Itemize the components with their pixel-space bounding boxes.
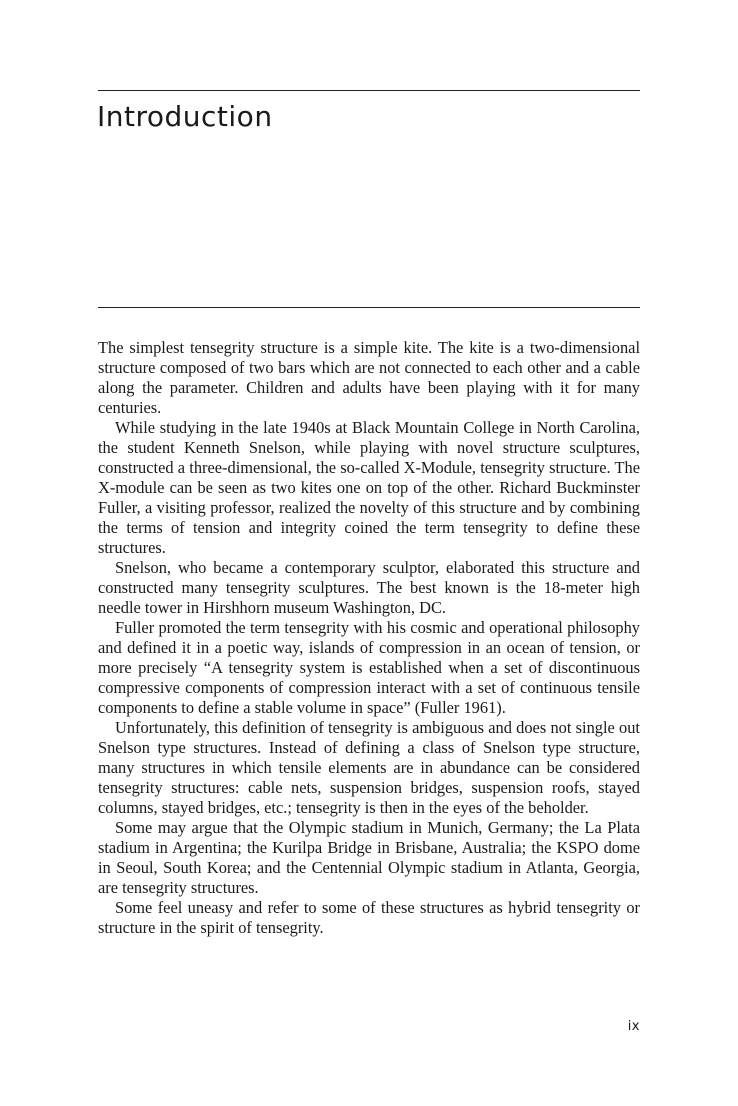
paragraph-4: Fuller promoted the term tensegrity with his cosmic and operational philosophy and defined it in a poetic way, islands of compression in an ocean of tension, or more precisely “A tensegrity system is established when a set of discontinuous compressive components of compression interact with a set of continuous tensile components to define a stable volume in space” (Fuller 1961).	[98, 618, 640, 717]
page-number: ix	[627, 1019, 640, 1034]
body-text	[98, 338, 640, 938]
paragraph-3: Snelson, who became a contemporary sculptor, elaborated this structure and constructed many tensegrity sculptures. The best known is the 18-meter high needle tower in Hirshhorn museum Washington, DC.	[98, 558, 640, 617]
paragraph-2: While studying in the late 1940s at Black Mountain College in North Carolina, the student Kenneth Snelson, while playing with novel structure sculptures, constructed a three-dimensional, the so-called X-Module, tensegrity structure. The X-module can be seen as two kites one on top of the other. Richard Buckminster Fuller, a visiting professor, realized the novelty of this structure and by combining the terms of tension and integrity coined the term tensegrity to define these structures.	[98, 418, 640, 557]
paragraph-5: Unfortunately, this definition of tensegrity is ambiguous and does not single out Snelson type structures. Instead of defining a class of Snelson type structure, many structures in which tensile elements are in abundance can be considered tensegrity structures: cable nets, suspension bridges, suspension roofs, stayed columns, stayed bridges, etc.; tensegrity is then in the eyes of the beholder.	[98, 718, 640, 817]
top-rule	[98, 90, 640, 91]
chapter-title: Introduction	[97, 100, 273, 133]
bottom-rule	[98, 307, 640, 308]
paragraph-6: Some may argue that the Olympic stadium in Munich, Germany; the La Plata stadium in Argentina; the Kurilpa Bridge in Brisbane, Australia; the KSPO dome in Seoul, South Korea; and the Centennial Olympic stadium in Atlanta, Georgia, are tensegrity structures.	[98, 818, 640, 897]
paragraph-7: Some feel uneasy and refer to some of these structures as hybrid tensegrity or structure in the spirit of tensegrity.	[98, 898, 640, 937]
paragraph-1: The simplest tensegrity structure is a simple kite. The kite is a two-dimensional structure composed of two bars which are not connected to each other and a cable along the parameter. Children and adults have been playing with it for many centuries.	[98, 338, 640, 417]
